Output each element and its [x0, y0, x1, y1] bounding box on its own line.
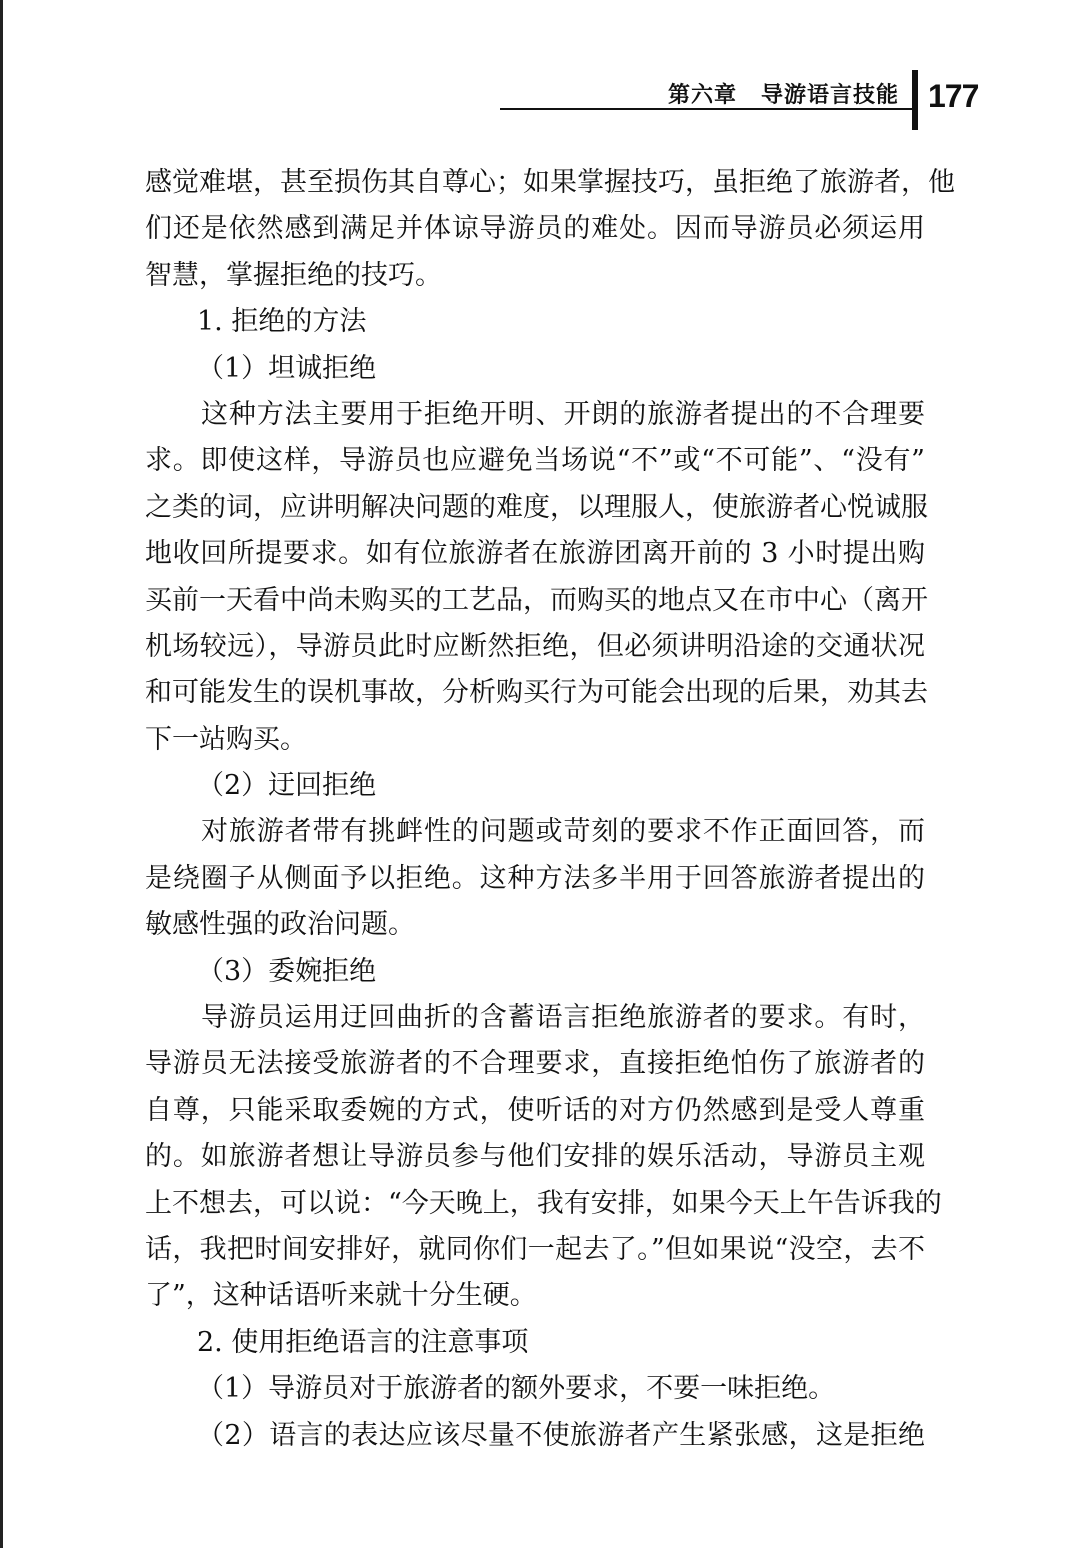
- list-item: （1）导游员对于旅游者的额外要求，不要一味拒绝。: [197, 1373, 836, 1405]
- text-line: 这种方法主要用于拒绝开明、开朗的旅游者提出的不合理要: [201, 398, 925, 430]
- text-line: 们还是依然感到满足并体谅导游员的难处。因而导游员必须运用: [145, 213, 925, 245]
- text-line: 机场较远），导游员此时应断然拒绝，但必须讲明沿途的交通状况: [145, 630, 925, 662]
- subsection-heading: （1）坦诚拒绝: [197, 352, 377, 384]
- text-line: 上不想去，可以说：“今天晚上，我有安排，如果今天上午告诉我的: [145, 1187, 942, 1219]
- text-line: 是绕圈子从侧面予以拒绝。这种方法多半用于回答旅游者提出的: [145, 862, 925, 894]
- text-line: 和可能发生的误机事故，分析购买行为可能会出现的后果，劝其去: [145, 677, 928, 709]
- text-line: 之类的词，应讲明解决问题的难度，以理服人，使旅游者心悦诚服: [145, 491, 928, 523]
- text-line: 导游员无法接受旅游者的不合理要求，直接拒绝怕伤了旅游者的: [145, 1048, 925, 1080]
- page-number: 177: [928, 78, 979, 114]
- page-body: [145, 160, 955, 1459]
- header-text: [668, 78, 899, 109]
- header-rule: [500, 108, 913, 110]
- text-line: 话，我把时间安排好，就同你们一起去了。”但如果说“没空，去不: [145, 1233, 925, 1265]
- text-line: 自尊，只能采取委婉的方式，使听话的对方仍然感到是受人尊重: [145, 1094, 925, 1126]
- text-line: 了”，这种话语听来就十分生硬。: [145, 1280, 537, 1312]
- text-line: 的。如旅游者想让导游员参与他们安排的娱乐活动，导游员主观: [145, 1141, 925, 1173]
- subsection-heading: （2）迂回拒绝: [197, 770, 377, 802]
- text-line: 感觉难堪，甚至损伤其自尊心；如果掌握技巧，虽拒绝了旅游者，他: [145, 167, 955, 198]
- subsection-heading: （3）委婉拒绝: [197, 955, 377, 987]
- section-heading: 1. 拒绝的方法: [197, 306, 367, 338]
- text-line: 买前一天看中尚未购买的工艺品，而购买的地点又在市中心（离开: [145, 584, 928, 616]
- text-line: 智慧，掌握拒绝的技巧。: [145, 259, 442, 291]
- text-line: 导游员运用迂回曲折的含蓄语言拒绝旅游者的要求。有时，: [201, 1002, 925, 1034]
- text-line: 地收回所提要求。如有位旅游者在旅游团离开前的 3 小时提出购: [145, 538, 925, 570]
- running-header: [500, 70, 1000, 130]
- section-heading: 2. 使用拒绝语言的注意事项: [197, 1326, 529, 1358]
- header-bar: [912, 70, 918, 130]
- text-line: 对旅游者带有挑衅性的问题或苛刻的要求不作正面回答，而: [201, 816, 925, 848]
- chapter-title: 导游语言技能: [761, 82, 900, 108]
- chapter-label: 第六章: [668, 82, 738, 108]
- text-line: 下一站购买。: [145, 723, 307, 755]
- list-item: （2）语言的表达应该尽量不使旅游者产生紧张感，这是拒绝: [197, 1419, 925, 1451]
- text-line: 敏感性强的政治问题。: [145, 909, 415, 941]
- page-edge: [0, 0, 3, 1548]
- text-line: 求。即使这样，导游员也应避免当场说“不”或“不可能”、“没有”: [145, 445, 925, 477]
